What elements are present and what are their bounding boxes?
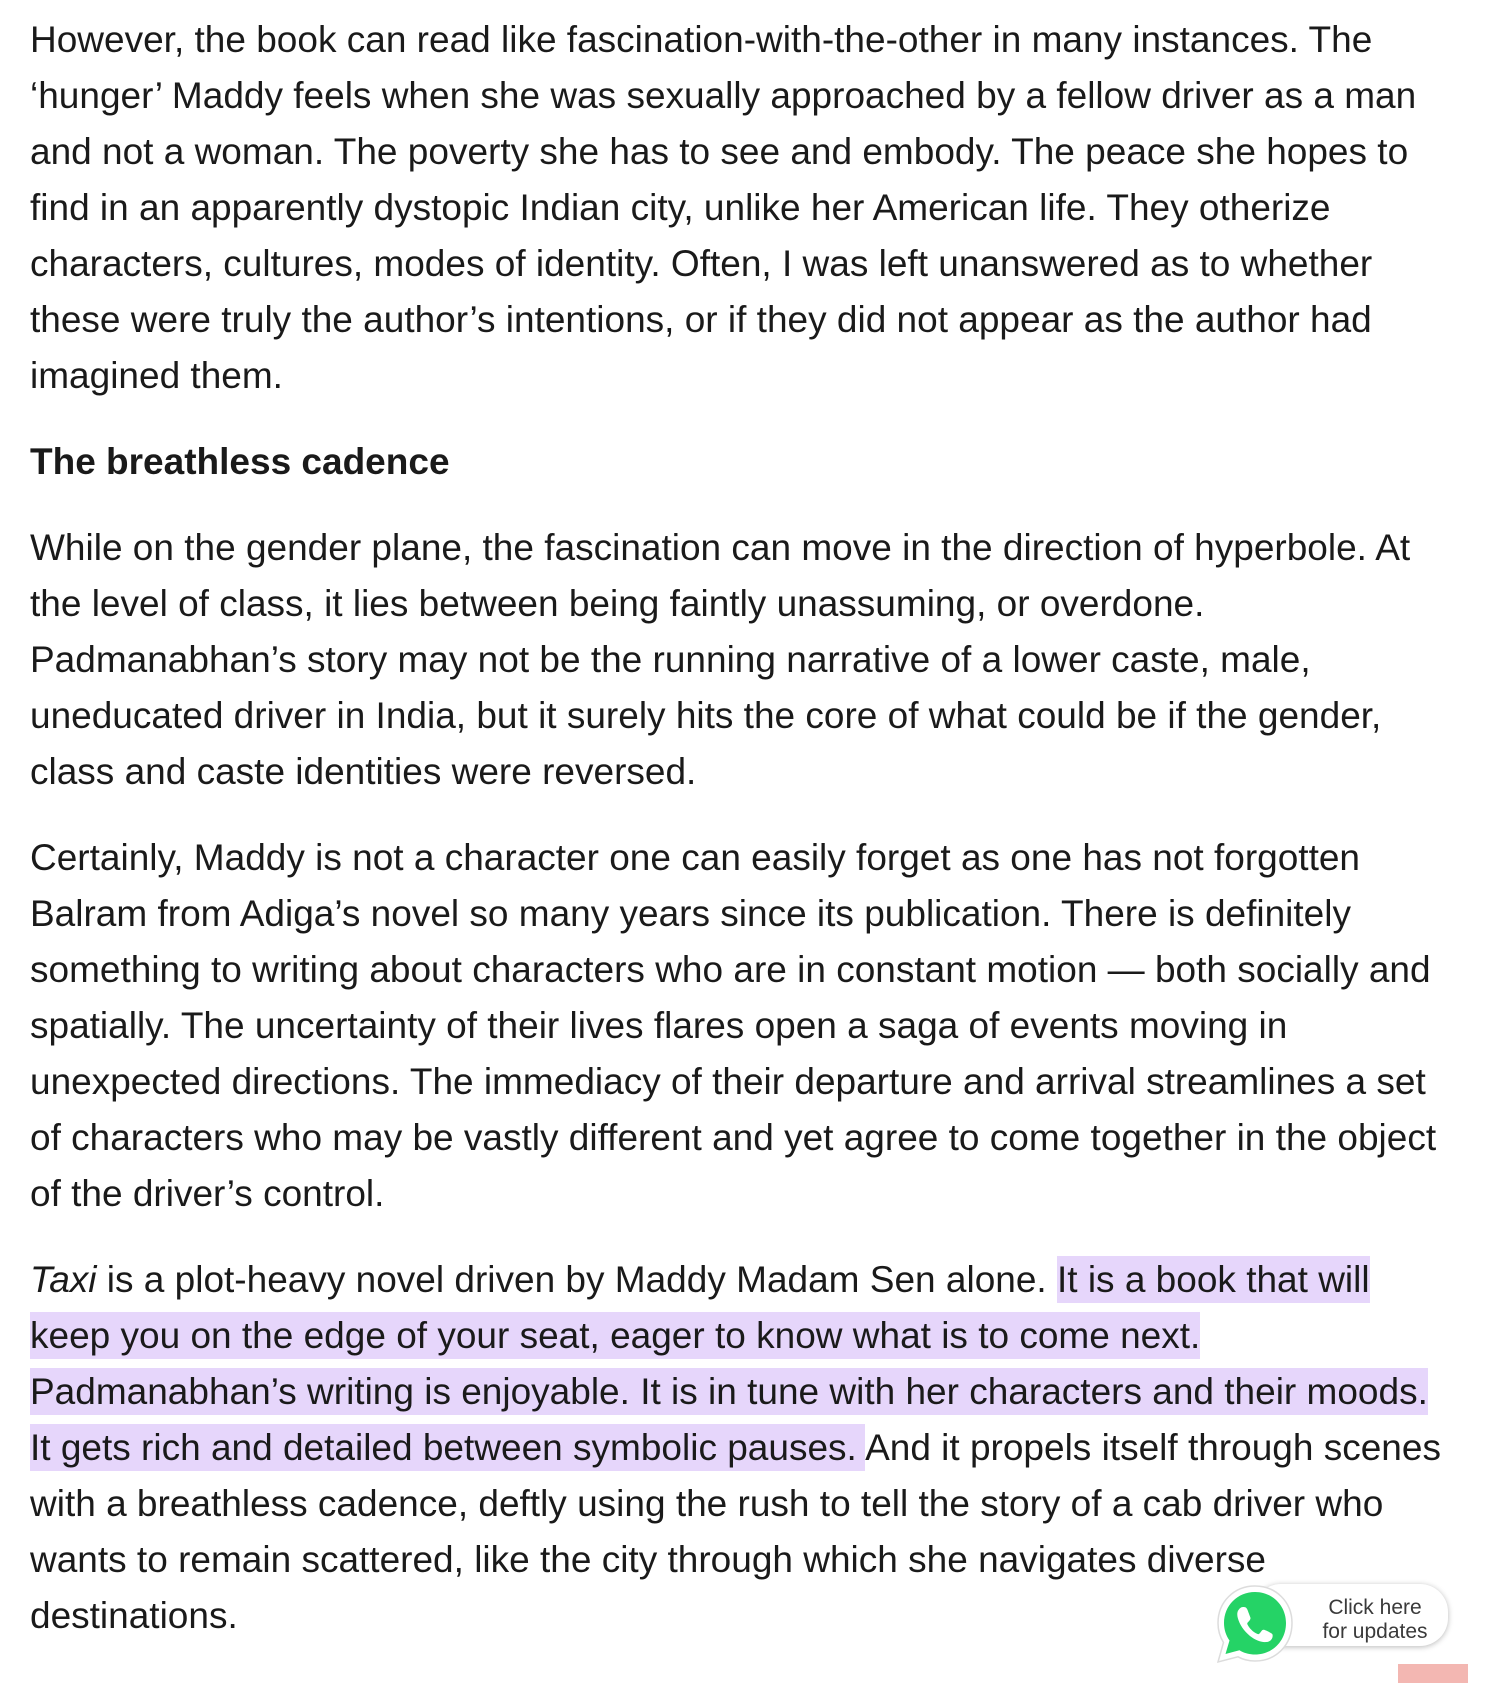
paragraph-3: Certainly, Maddy is not a character one can easily forget as one has not forgotten Balram from Adiga’s novel so many years since its publication. There is definitely something to writing about characters who are in constant motion — both socially and spatially. The uncertainty of their lives flares open a saga of events moving in unexpected directions. The immediacy of their departure and arrival streamlines a set of characters who may be vastly different and yet agree to come together in the object of the driver’s control.	[30, 837, 1437, 1214]
paragraph-2: While on the gender plane, the fascination can move in the direction of hyperbole. At the level of class, it lies between being faintly unassuming, or overdone. Padmanabhan’s story may not be the running narrative of a lower caste, male, uneducated driver in India, but it surely hits the core of what could be if the gender, class and caste identities were reversed.	[30, 527, 1411, 792]
article-body	[30, 12, 1455, 1674]
paragraph-4-lead: is a plot-heavy novel driven by Maddy Madam Sen alone.	[96, 1259, 1057, 1300]
paragraph-1: However, the book can read like fascination-with-the-other in many instances. The ‘hunger’ Maddy feels when she was sexually approached by a fellow driver as a man and not a woman. The poverty she has to see and embody. The peace she hopes to find in an apparently dystopic Indian city, unlike her American life. They otherize characters, cultures, modes of identity. Often, I was left unanswered as to whether these were truly the author’s intentions, or if they did not appear as the author had imagined them.	[30, 19, 1417, 396]
whatsapp-label-line-2: for updates	[1322, 1620, 1428, 1643]
floating-button-edge[interactable]	[1398, 1664, 1468, 1683]
whatsapp-label-line-1: Click here	[1328, 1596, 1422, 1619]
whatsapp-updates-button[interactable]	[1213, 1582, 1448, 1666]
whatsapp-updates-label[interactable]	[1309, 1596, 1441, 1644]
book-title: Taxi	[30, 1259, 97, 1300]
highlighted-text[interactable]: It is a book that will keep you on the edge of your seat, eager to know what is to come next. Padmanabhan’s writing is enjoyable. It is in tune with her characters and their moods. It gets rich and detailed between symbolic pauses.	[30, 1256, 1428, 1471]
whatsapp-icon[interactable]	[1213, 1582, 1297, 1666]
section-heading: The breathless cadence	[30, 441, 450, 482]
paragraph-4-tail: And it propels itself through scenes with a breathless cadence, deftly using the rush to tell the story of a cab driver who wants to remain scattered, like the city through which she navigates diverse destinations.	[30, 1427, 1441, 1636]
